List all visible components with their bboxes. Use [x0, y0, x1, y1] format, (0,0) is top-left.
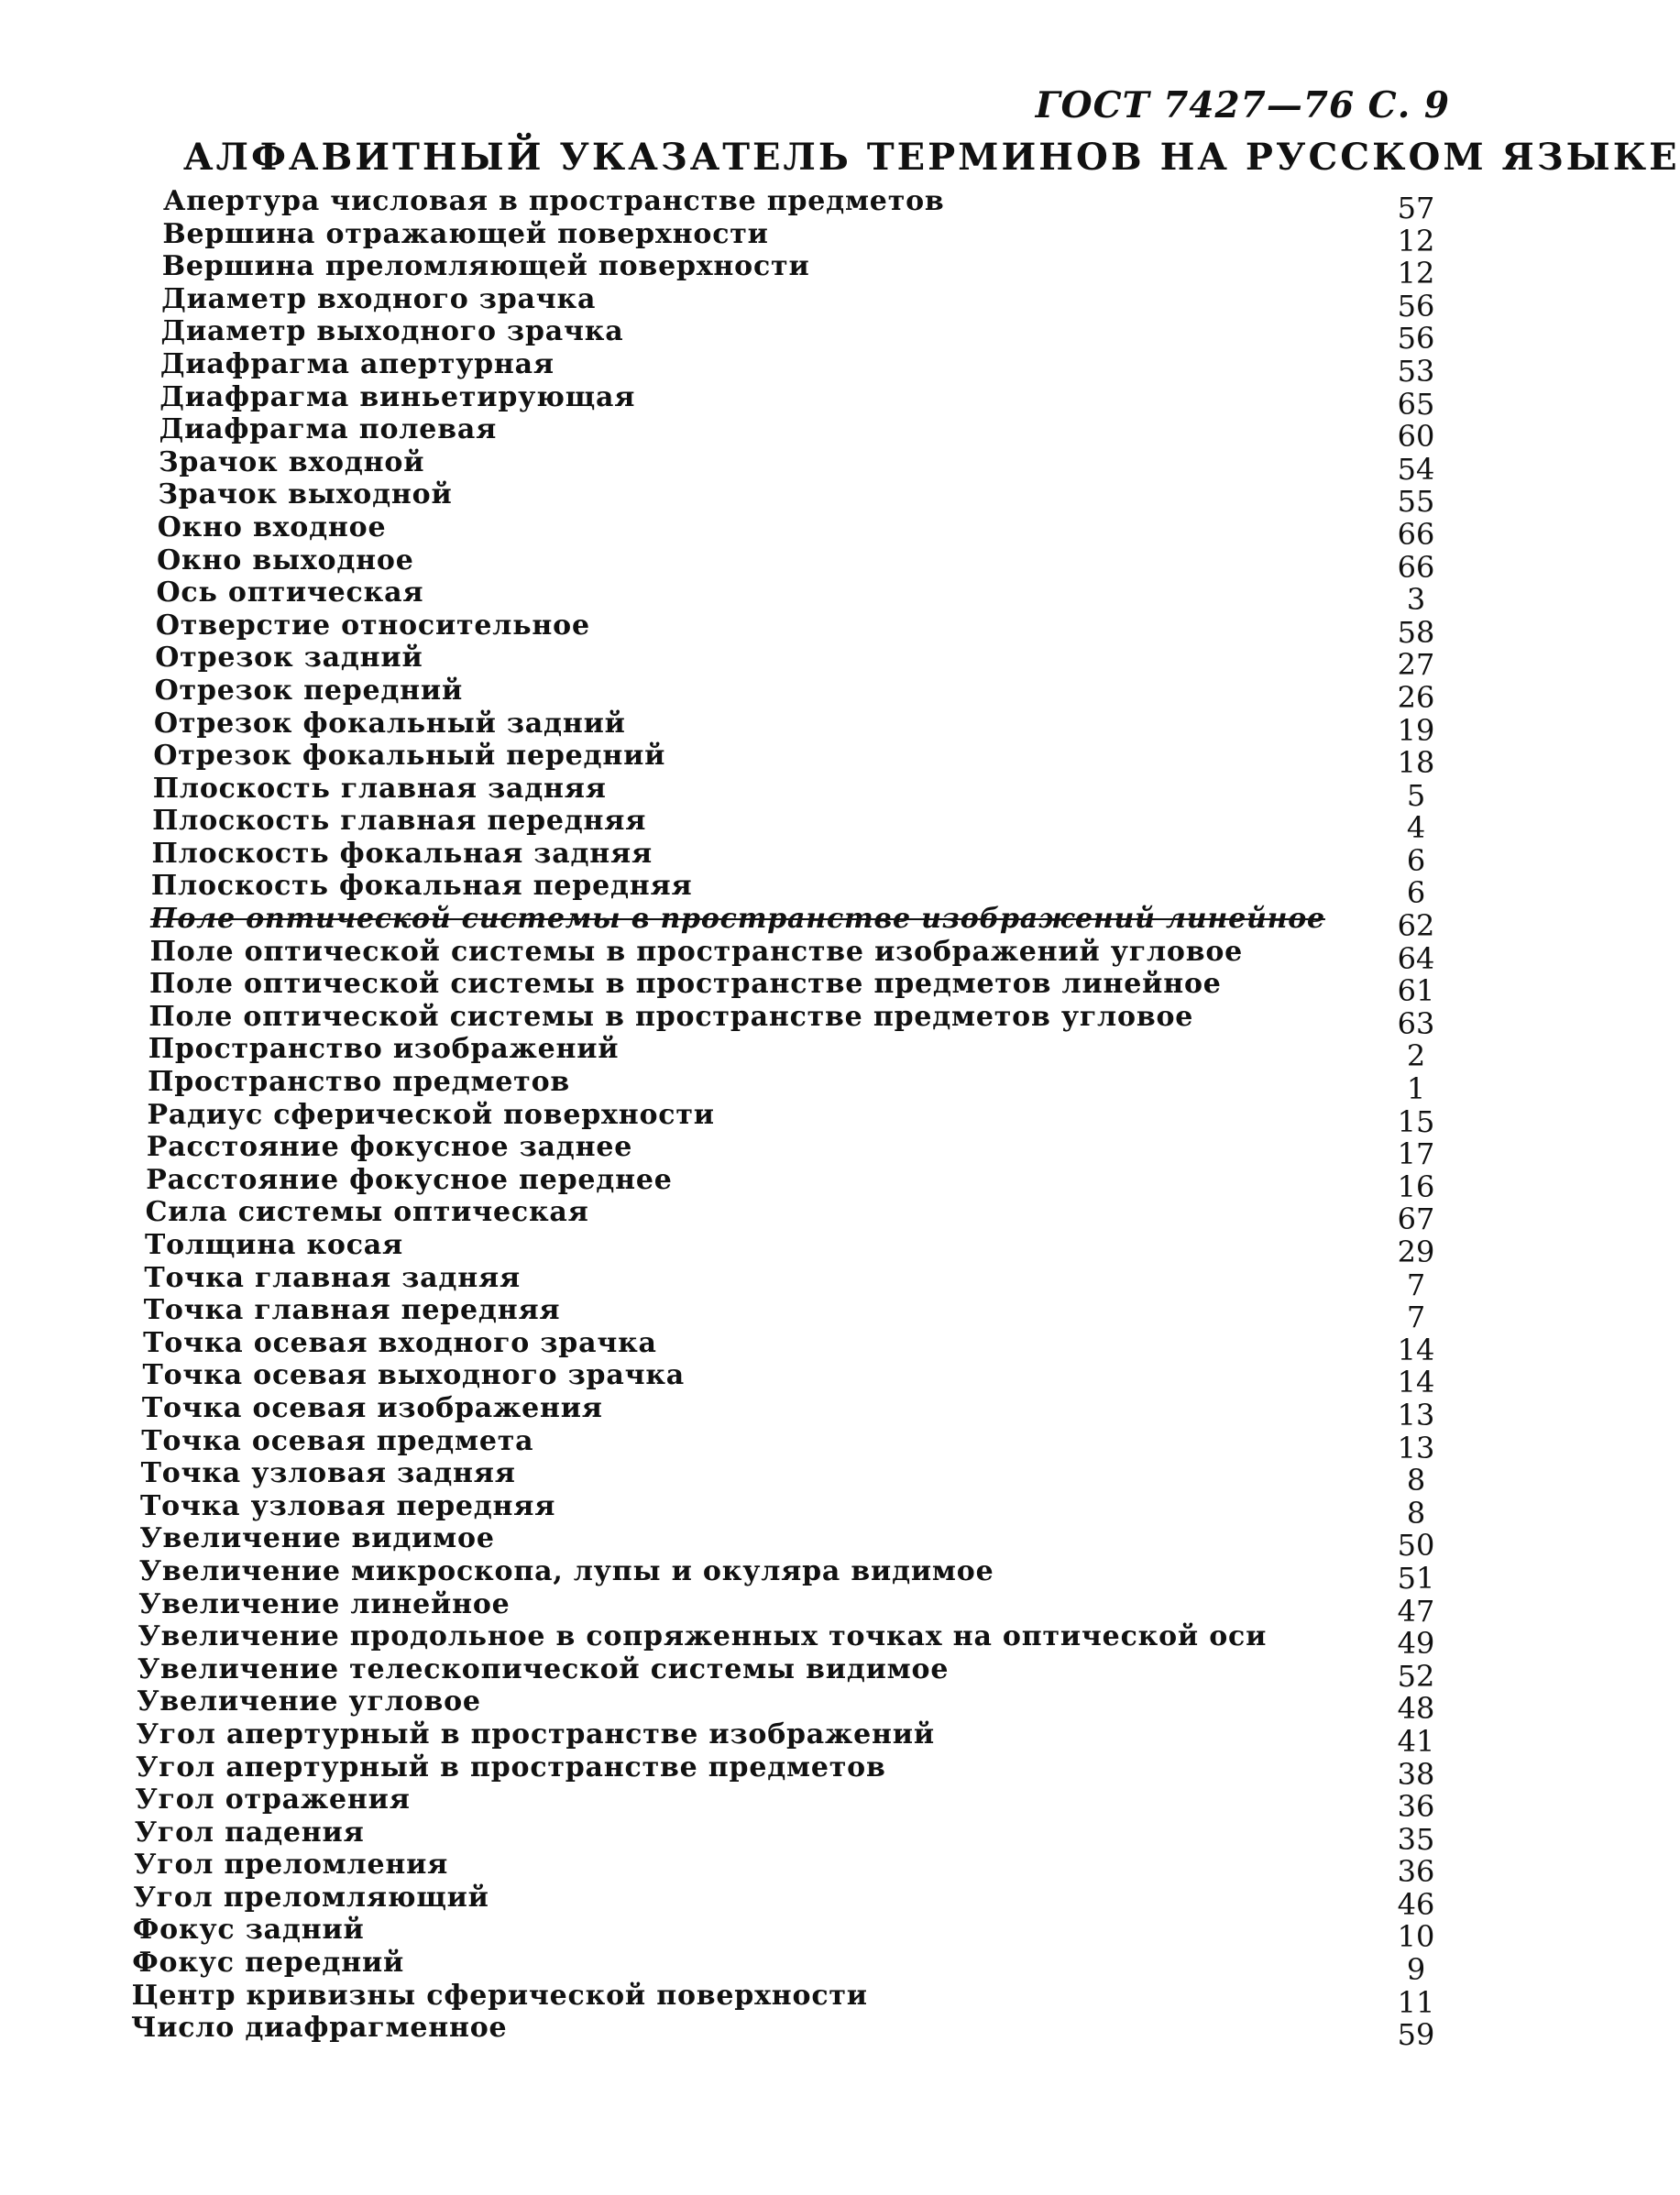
index-term: Сила системы оптическая — [145, 1196, 589, 1229]
index-term: Диафрагма апертурная — [159, 347, 555, 380]
index-entry — [0, 740, 1487, 781]
index-entry — [0, 935, 1487, 976]
index-term-number: 38 — [1397, 1756, 1435, 1792]
index-term-number: 41 — [1397, 1723, 1435, 1759]
index-term: Пространство предметов — [148, 1066, 571, 1099]
index-entry — [0, 1000, 1487, 1041]
index-term-number: 14 — [1397, 1365, 1435, 1400]
index-term: Плоскость главная передняя — [152, 805, 647, 838]
index-term-number: 26 — [1397, 679, 1435, 715]
index-term-number: 55 — [1397, 484, 1435, 520]
index-term: Угол апертурный в пространстве изображений — [136, 1718, 935, 1751]
index-term: Плоскость главная задняя — [152, 772, 607, 805]
index-term-number: 13 — [1397, 1430, 1435, 1465]
index-term: Точка узловая задняя — [140, 1457, 516, 1490]
index-term-number: 19 — [1397, 712, 1435, 748]
index-entry — [0, 380, 1487, 422]
index-entry — [0, 1359, 1487, 1400]
index-entry — [0, 250, 1487, 291]
index-term: Увеличение видимое — [139, 1522, 495, 1555]
index-term: Угол апертурный в пространстве предметов — [136, 1751, 886, 1783]
index-entry — [0, 642, 1487, 683]
index-term-number: 8 — [1406, 1495, 1426, 1531]
index-entry — [0, 1098, 1487, 1139]
index-entry — [0, 1979, 1487, 2020]
index-entry — [0, 1783, 1487, 1825]
index-term: Плоскость фокальная передняя — [150, 870, 693, 903]
index-term-number: 7 — [1406, 1300, 1426, 1335]
index-term: Угол преломления — [134, 1849, 449, 1882]
index-term: Расстояние фокусное заднее — [146, 1131, 633, 1164]
index-term: Пространство изображений — [148, 1033, 620, 1066]
index-term: Увеличение продольное в сопряженных точках на оптической оси — [137, 1620, 1268, 1653]
index-term: Точка осевая изображения — [141, 1391, 603, 1424]
index-term: Диафрагма виньетирующая — [159, 380, 636, 413]
index-entry — [0, 707, 1487, 748]
page-title: АЛФАВИТНЫЙ УКАЗАТЕЛЬ ТЕРМИНОВ НА РУССКОМ ЯЗЫКЕ — [183, 136, 1680, 179]
index-term: Фокус задний — [132, 1914, 365, 1947]
index-term: Центр кривизны сферической поверхности — [131, 1979, 868, 2012]
index-term-number: 54 — [1397, 451, 1435, 487]
index-term: Отрезок задний — [155, 642, 423, 675]
index-entry — [0, 903, 1487, 944]
index-entry — [0, 1391, 1487, 1432]
index-term-number: 63 — [1397, 1005, 1435, 1041]
index-term-number: 4 — [1406, 810, 1426, 846]
index-term-number: 17 — [1397, 1136, 1435, 1172]
index-term: Увеличение угловое — [137, 1685, 481, 1718]
index-entry — [0, 1229, 1487, 1269]
index-term-number: 12 — [1397, 223, 1435, 258]
index-term-number: 65 — [1397, 386, 1435, 422]
index-entry — [0, 609, 1487, 650]
index-entry — [0, 1652, 1487, 1694]
index-term-number: 61 — [1397, 973, 1435, 1009]
index-entry — [0, 1131, 1487, 1172]
index-term-number: 29 — [1397, 1235, 1435, 1269]
index-term: Вершина преломляющей поверхности — [161, 250, 810, 283]
index-term: Поле оптической системы в пространстве предметов линейное — [149, 968, 1222, 1001]
index-term: Точка главная задняя — [144, 1261, 521, 1294]
index-entry — [0, 1326, 1487, 1367]
index-term: Точка узловая передняя — [140, 1489, 556, 1522]
index-entry — [0, 805, 1487, 846]
index-term: Увеличение микроскопа, лупы и окуляра видимое — [138, 1554, 994, 1587]
index-entry — [0, 1685, 1487, 1727]
index-term: Точка осевая предмета — [141, 1424, 534, 1457]
index-term-number: 12 — [1397, 256, 1435, 291]
index-term: Диаметр выходного зрачка — [160, 315, 624, 348]
index-term-number: 18 — [1397, 745, 1435, 781]
index-term: Точка осевая входного зрачка — [143, 1326, 657, 1359]
index-term-number: 52 — [1397, 1658, 1435, 1694]
index-entry — [0, 1457, 1487, 1498]
index-term-number: 1 — [1406, 1071, 1426, 1107]
index-term-number: 58 — [1397, 614, 1435, 650]
index-term: Отрезок передний — [154, 674, 464, 707]
index-term-number: 9 — [1406, 1952, 1426, 1988]
index-term-number: 10 — [1397, 1919, 1435, 1955]
index-entry — [0, 1816, 1487, 1857]
index-term: Радиус сферической поверхности — [147, 1098, 715, 1131]
index-term-number: 6 — [1406, 842, 1426, 878]
index-entry — [0, 1163, 1487, 1204]
index-term: Поле оптической системы в пространстве предметов угловое — [148, 1000, 1194, 1033]
index-term-number: 46 — [1397, 1886, 1435, 1922]
index-term-number: 14 — [1397, 1332, 1435, 1367]
index-entry — [0, 543, 1487, 585]
index-term: Плоскость фокальная задняя — [151, 837, 653, 870]
index-term: Апертура числовая в пространстве предметов — [163, 185, 945, 217]
index-term: Окно входное — [157, 510, 387, 543]
index-term: Расстояние фокусное переднее — [146, 1163, 673, 1196]
index-term: Точка осевая выходного зрачка — [142, 1359, 686, 1392]
index-term: Диафрагма полевая — [159, 413, 498, 446]
index-entry — [0, 185, 1487, 225]
index-term-number: 49 — [1397, 1626, 1435, 1662]
index-term-number: 51 — [1397, 1560, 1435, 1596]
index-entry — [0, 1522, 1487, 1564]
index-term: Поле оптической системы в пространстве изображений угловое — [149, 935, 1244, 968]
index-term: Зрачок выходной — [158, 478, 453, 511]
index-term: Угол отражения — [135, 1783, 411, 1816]
document-reference: ГОСТ 7427—76 С. 9 — [1035, 84, 1450, 126]
index-entry — [0, 674, 1487, 715]
index-term-number: 64 — [1397, 940, 1435, 976]
index-term-number: 7 — [1406, 1267, 1426, 1302]
index-entry — [0, 1196, 1487, 1237]
index-term-number: 16 — [1397, 1169, 1435, 1204]
index-term: Вершина отражающей поверхности — [162, 217, 769, 250]
index-term: Диаметр входного зрачка — [161, 282, 597, 315]
index-entry — [0, 282, 1487, 324]
index-term: Толщина косая — [145, 1229, 403, 1261]
index-term: Отрезок фокальный передний — [153, 740, 666, 773]
index-entry — [0, 510, 1487, 552]
index-entry — [0, 1489, 1487, 1531]
index-term: Увеличение телескопической системы видимое — [137, 1652, 950, 1685]
index-entry — [0, 347, 1487, 389]
index-term: Отверстие относительное — [155, 609, 590, 642]
index-entry — [0, 1261, 1487, 1302]
index-entry — [0, 217, 1487, 258]
index-entry — [0, 1914, 1487, 1955]
index-entry — [0, 1849, 1487, 1890]
index-term: Число диафрагменное — [131, 2012, 508, 2045]
index-entry — [0, 1718, 1487, 1759]
index-term-number: 5 — [1406, 777, 1426, 813]
index-entry — [0, 1294, 1487, 1335]
index-term-number: 48 — [1397, 1691, 1435, 1727]
index-term-number: 56 — [1397, 288, 1435, 324]
index-term-number: 53 — [1397, 353, 1435, 389]
index-term: Зрачок входной — [159, 445, 425, 478]
index-term-number: 60 — [1397, 419, 1435, 455]
index-term-number: 27 — [1397, 647, 1435, 683]
index-term: Угол падения — [134, 1816, 365, 1849]
index-term-number: 56 — [1397, 321, 1435, 357]
index-term-number: 15 — [1397, 1103, 1435, 1139]
index-term-number: 13 — [1397, 1397, 1435, 1432]
index-term-number: 6 — [1406, 875, 1426, 911]
index-entry — [0, 1751, 1487, 1792]
index-entry — [0, 1620, 1487, 1662]
index-entry — [0, 837, 1487, 878]
index-term-number: 50 — [1397, 1528, 1435, 1564]
index-term: Отрезок фокальный задний — [154, 707, 626, 740]
index-term-number: 2 — [1406, 1038, 1426, 1074]
index-entry — [0, 445, 1487, 487]
index-term-number: 57 — [1397, 191, 1435, 225]
index-term-number: 67 — [1397, 1202, 1435, 1237]
term-index-list — [0, 185, 1487, 2053]
index-term: Увеличение линейное — [138, 1587, 511, 1620]
index-term: Ось оптическая — [156, 576, 424, 609]
index-entry — [0, 772, 1487, 813]
index-entry — [0, 1066, 1487, 1107]
index-term-number: 36 — [1397, 1854, 1435, 1890]
index-entry — [0, 576, 1487, 618]
index-entry — [0, 413, 1487, 455]
index-term-number: 3 — [1406, 582, 1426, 618]
index-entry — [0, 2012, 1487, 2053]
index-term-number: 59 — [1397, 2017, 1435, 2053]
index-term-number: 62 — [1397, 908, 1435, 944]
index-entry — [0, 1424, 1487, 1465]
index-entry — [0, 968, 1487, 1009]
index-entry — [0, 315, 1487, 357]
index-entry — [0, 1554, 1487, 1596]
index-term: Окно выходное — [157, 543, 414, 576]
index-entry — [0, 1947, 1487, 1988]
index-term-number: 8 — [1406, 1463, 1426, 1498]
index-term-number: 47 — [1397, 1593, 1435, 1629]
index-term: Фокус передний — [132, 1947, 405, 1980]
index-term: Поле оптической системы в пространстве изображений линейное — [150, 903, 1325, 936]
index-term-number: 66 — [1397, 516, 1435, 552]
index-term-number: 35 — [1397, 1821, 1435, 1857]
index-term-number: 66 — [1397, 549, 1435, 585]
index-entry — [0, 1587, 1487, 1629]
index-term-number: 36 — [1397, 1789, 1435, 1825]
index-entry — [0, 1881, 1487, 1922]
index-entry — [0, 870, 1487, 911]
index-term: Точка главная передняя — [143, 1294, 561, 1327]
index-term-number: 11 — [1397, 1984, 1435, 2020]
index-entry — [0, 1033, 1487, 1074]
index-term: Угол преломляющий — [133, 1881, 489, 1914]
index-entry — [0, 478, 1487, 520]
